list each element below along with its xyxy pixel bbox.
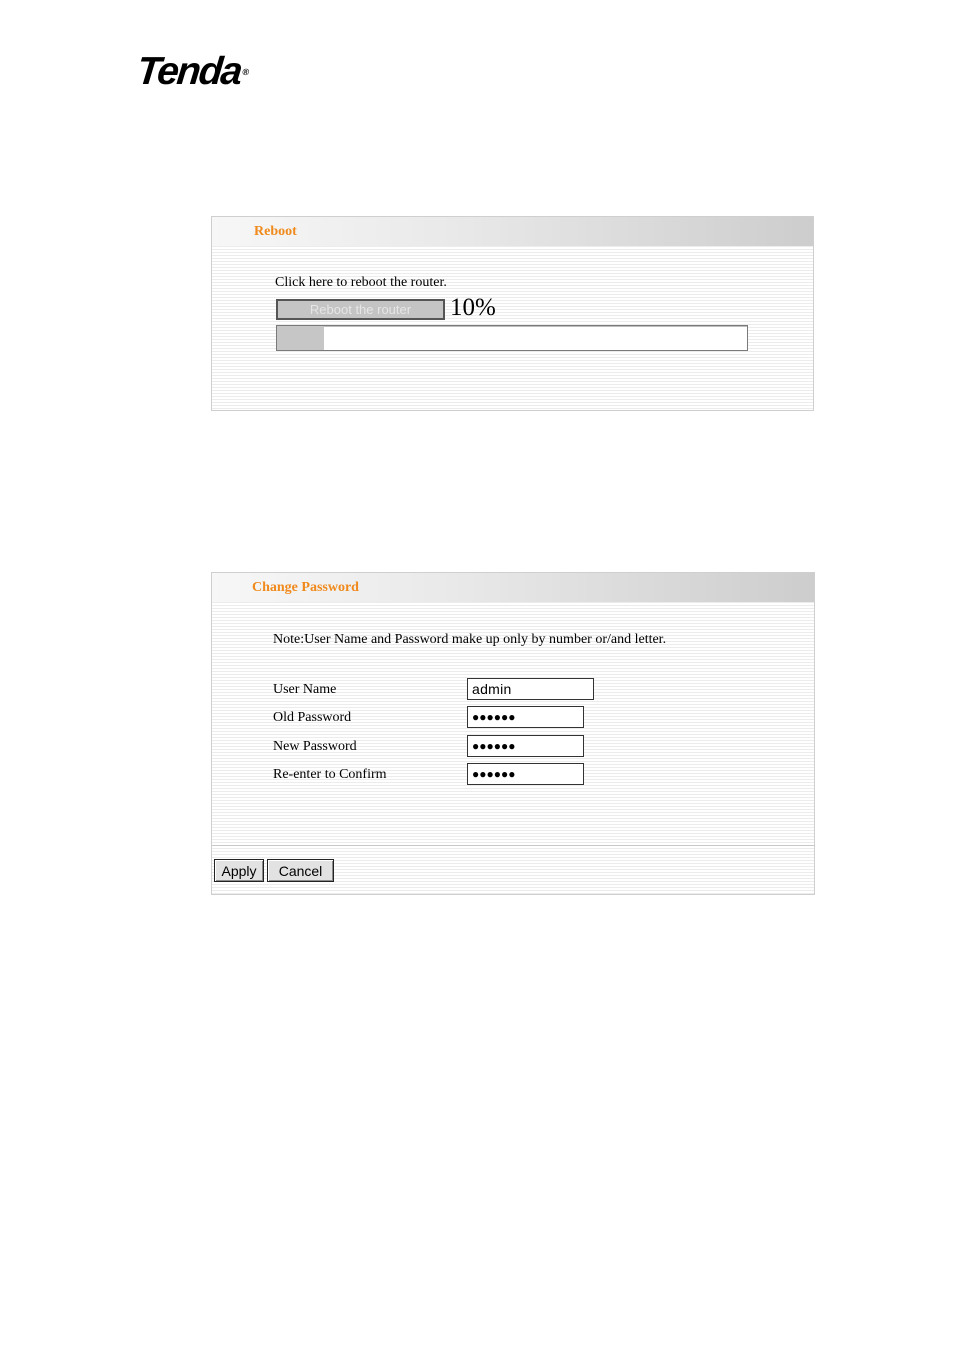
reboot-progress-percent: 10% (450, 294, 496, 321)
reboot-panel (211, 216, 814, 411)
registered-mark: ® (241, 67, 248, 77)
change-password-header (212, 573, 814, 602)
new-password-label: New Password (273, 739, 357, 754)
confirm-password-label: Re-enter to Confirm (273, 767, 387, 782)
reboot-instruction: Click here to reboot the router. (275, 275, 447, 290)
change-password-title: Change Password (252, 580, 359, 595)
reboot-progress-fill (277, 326, 324, 350)
tenda-logo (135, 52, 249, 92)
user-name-label: User Name (273, 682, 337, 697)
apply-button[interactable]: Apply (214, 859, 264, 882)
confirm-password-input[interactable] (467, 763, 584, 785)
reboot-router-button[interactable]: Reboot the router (276, 299, 445, 320)
reboot-panel-header (212, 217, 813, 246)
cancel-button[interactable]: Cancel (267, 859, 334, 882)
password-note: Note:User Name and Password make up only by number or/and letter. (273, 632, 667, 647)
reboot-progress-bar (276, 325, 748, 351)
old-password-input[interactable] (467, 706, 584, 728)
form-divider (212, 845, 814, 846)
logo-text: Tenda (134, 50, 243, 93)
user-name-input[interactable] (467, 678, 594, 700)
reboot-title: Reboot (254, 224, 297, 239)
change-password-panel (211, 572, 815, 895)
old-password-label: Old Password (273, 710, 352, 725)
new-password-input[interactable] (467, 735, 584, 757)
